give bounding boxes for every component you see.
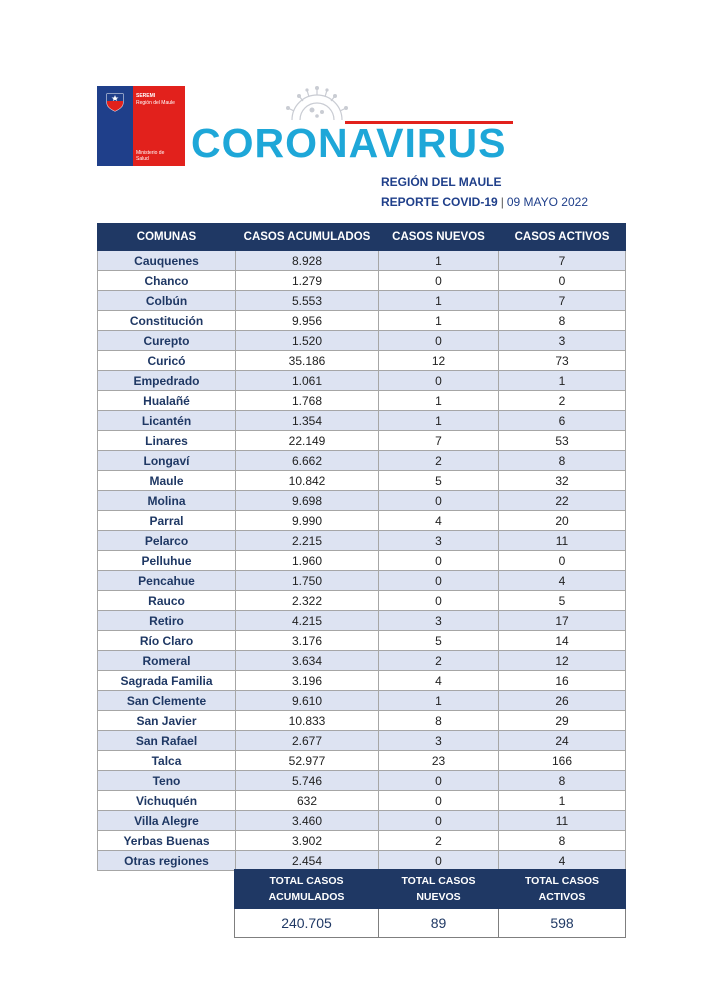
comuna-cell: Hualañé <box>98 391 236 411</box>
casos-activos-cell: 0 <box>499 551 626 571</box>
table-row <box>98 331 626 351</box>
casos-acumulados-cell: 3.902 <box>236 831 379 851</box>
table-row <box>98 751 626 771</box>
casos-activos-cell: 53 <box>499 431 626 451</box>
table-row <box>98 451 626 471</box>
casos-activos-cell: 8 <box>499 311 626 331</box>
casos-acumulados-cell: 10.842 <box>236 471 379 491</box>
casos-acumulados-cell: 9.610 <box>236 691 379 711</box>
total-activos-label-2: ACTIVOS <box>538 891 586 903</box>
casos-activos-cell: 12 <box>499 651 626 671</box>
comuna-cell: Otras regiones <box>98 851 236 871</box>
column-header-casos-nuevos: CASOS NUEVOS <box>379 224 499 251</box>
casos-nuevos-cell: 0 <box>379 551 499 571</box>
casos-activos-cell: 11 <box>499 811 626 831</box>
casos-acumulados-cell: 5.746 <box>236 771 379 791</box>
casos-nuevos-cell: 23 <box>379 751 499 771</box>
logo-text-seremi: SEREMI <box>136 93 156 99</box>
comuna-cell: Licantén <box>98 411 236 431</box>
casos-nuevos-cell: 1 <box>379 391 499 411</box>
table-row <box>98 771 626 791</box>
casos-activos-cell: 26 <box>499 691 626 711</box>
casos-nuevos-cell: 7 <box>379 431 499 451</box>
casos-acumulados-cell: 2.454 <box>236 851 379 871</box>
casos-nuevos-cell: 0 <box>379 811 499 831</box>
casos-acumulados-cell: 2.677 <box>236 731 379 751</box>
comuna-cell: Teno <box>98 771 236 791</box>
casos-activos-cell: 20 <box>499 511 626 531</box>
table-row <box>98 831 626 851</box>
casos-acumulados-cell: 35.186 <box>236 351 379 371</box>
casos-acumulados-cell: 1.750 <box>236 571 379 591</box>
comuna-cell: Constitución <box>98 311 236 331</box>
casos-activos-cell: 73 <box>499 351 626 371</box>
casos-activos-cell: 3 <box>499 331 626 351</box>
table-row <box>98 671 626 691</box>
comuna-cell: Parral <box>98 511 236 531</box>
casos-activos-cell: 7 <box>499 251 626 271</box>
report-date: 09 MAYO 2022 <box>506 195 588 209</box>
comuna-cell: Cauquenes <box>98 251 236 271</box>
casos-nuevos-cell: 8 <box>379 711 499 731</box>
casos-activos-cell: 8 <box>499 451 626 471</box>
report-separator: | <box>500 195 504 209</box>
comuna-cell: Linares <box>98 431 236 451</box>
total-activos-header <box>499 870 626 909</box>
total-acumulados-header <box>235 870 379 909</box>
report-line <box>381 195 588 209</box>
casos-nuevos-cell: 1 <box>379 311 499 331</box>
column-header-casos-acumulados: CASOS ACUMULADOS <box>236 224 379 251</box>
comuna-cell: San Rafael <box>98 731 236 751</box>
table-row <box>98 511 626 531</box>
comuna-cell: Rauco <box>98 591 236 611</box>
casos-activos-cell: 8 <box>499 831 626 851</box>
casos-acumulados-cell: 4.215 <box>236 611 379 631</box>
casos-acumulados-cell: 3.176 <box>236 631 379 651</box>
casos-acumulados-cell: 8.928 <box>236 251 379 271</box>
comuna-cell: Sagrada Familia <box>98 671 236 691</box>
table-row <box>98 311 626 331</box>
casos-activos-cell: 1 <box>499 371 626 391</box>
comuna-cell: Pelarco <box>98 531 236 551</box>
casos-activos-cell: 32 <box>499 471 626 491</box>
totals-header-row <box>235 870 626 909</box>
logo-blue-panel <box>97 86 133 166</box>
table-row <box>98 251 626 271</box>
table-row <box>98 611 626 631</box>
casos-activos-cell: 11 <box>499 531 626 551</box>
casos-acumulados-cell: 22.149 <box>236 431 379 451</box>
comuna-cell: Empedrado <box>98 371 236 391</box>
table-row <box>98 351 626 371</box>
comuna-cell: Pelluhue <box>98 551 236 571</box>
casos-activos-cell: 166 <box>499 751 626 771</box>
total-nuevos-label-2: NUEVOS <box>416 891 461 903</box>
casos-acumulados-cell: 5.553 <box>236 291 379 311</box>
casos-acumulados-cell: 1.520 <box>236 331 379 351</box>
casos-acumulados-cell: 9.698 <box>236 491 379 511</box>
casos-nuevos-cell: 0 <box>379 271 499 291</box>
table-row <box>98 271 626 291</box>
comuna-cell: Villa Alegre <box>98 811 236 831</box>
seremi-logo <box>97 86 185 166</box>
comuna-cell: Vichuquén <box>98 791 236 811</box>
casos-nuevos-cell: 5 <box>379 471 499 491</box>
casos-acumulados-cell: 3.460 <box>236 811 379 831</box>
casos-nuevos-cell: 0 <box>379 591 499 611</box>
casos-nuevos-cell: 0 <box>379 791 499 811</box>
comuna-cell: Romeral <box>98 651 236 671</box>
table-row <box>98 291 626 311</box>
casos-acumulados-cell: 10.833 <box>236 711 379 731</box>
casos-nuevos-cell: 0 <box>379 491 499 511</box>
column-header-comunas: COMUNAS <box>98 224 236 251</box>
logo-text-ministerio: Ministerio de <box>136 150 165 156</box>
table-row <box>98 791 626 811</box>
casos-nuevos-cell: 3 <box>379 611 499 631</box>
casos-acumulados-cell: 1.960 <box>236 551 379 571</box>
casos-activos-cell: 4 <box>499 571 626 591</box>
casos-acumulados-cell: 3.634 <box>236 651 379 671</box>
comuna-cell: Longaví <box>98 451 236 471</box>
total-activos-label-1: TOTAL CASOS <box>524 875 600 887</box>
casos-acumulados-cell: 1.061 <box>236 371 379 391</box>
casos-activos-cell: 8 <box>499 771 626 791</box>
region-label: REGIÓN DEL MAULE <box>381 175 502 189</box>
table-row <box>98 731 626 751</box>
casos-acumulados-cell: 1.279 <box>236 271 379 291</box>
casos-nuevos-cell: 2 <box>379 831 499 851</box>
casos-nuevos-cell: 0 <box>379 571 499 591</box>
casos-acumulados-cell: 9.956 <box>236 311 379 331</box>
casos-acumulados-cell: 632 <box>236 791 379 811</box>
casos-activos-cell: 7 <box>499 291 626 311</box>
comuna-cell: Curicó <box>98 351 236 371</box>
table-row <box>98 591 626 611</box>
casos-activos-cell: 24 <box>499 731 626 751</box>
comuna-cell: Colbún <box>98 291 236 311</box>
logo-text-region: Región del Maule <box>136 100 175 106</box>
comuna-cell: Pencahue <box>98 571 236 591</box>
casos-nuevos-cell: 4 <box>379 511 499 531</box>
casos-activos-cell: 1 <box>499 791 626 811</box>
report-label: REPORTE COVID-19 <box>381 195 498 209</box>
casos-nuevos-cell: 1 <box>379 251 499 271</box>
casos-nuevos-cell: 0 <box>379 851 499 871</box>
table-row <box>98 711 626 731</box>
table-row <box>98 551 626 571</box>
comuna-cell: San Javier <box>98 711 236 731</box>
casos-nuevos-cell: 3 <box>379 731 499 751</box>
casos-nuevos-cell: 1 <box>379 291 499 311</box>
casos-acumulados-cell: 3.196 <box>236 671 379 691</box>
table-row <box>98 811 626 831</box>
comuna-cell: Río Claro <box>98 631 236 651</box>
total-activos-value: 598 <box>499 909 626 938</box>
logo-red-panel <box>133 86 185 166</box>
table-row <box>98 571 626 591</box>
table-row <box>98 411 626 431</box>
casos-activos-cell: 22 <box>499 491 626 511</box>
casos-activos-cell: 17 <box>499 611 626 631</box>
casos-nuevos-cell: 2 <box>379 651 499 671</box>
casos-acumulados-cell: 1.354 <box>236 411 379 431</box>
table-row <box>98 391 626 411</box>
casos-activos-cell: 4 <box>499 851 626 871</box>
table-row <box>98 651 626 671</box>
casos-nuevos-cell: 0 <box>379 371 499 391</box>
casos-nuevos-cell: 12 <box>379 351 499 371</box>
table-row <box>98 431 626 451</box>
casos-acumulados-cell: 2.322 <box>236 591 379 611</box>
comuna-cell: Maule <box>98 471 236 491</box>
table-row <box>98 691 626 711</box>
table-row <box>98 851 626 871</box>
casos-activos-cell: 5 <box>499 591 626 611</box>
total-nuevos-value: 89 <box>379 909 499 938</box>
casos-activos-cell: 16 <box>499 671 626 691</box>
total-nuevos-header <box>379 870 499 909</box>
total-acumulados-label-1: TOTAL CASOS <box>269 875 344 887</box>
comuna-cell: Curepto <box>98 331 236 351</box>
casos-activos-cell: 14 <box>499 631 626 651</box>
casos-acumulados-cell: 1.768 <box>236 391 379 411</box>
total-acumulados-label-2: ACUMULADOS <box>268 891 345 903</box>
table-row <box>98 531 626 551</box>
total-acumulados-value: 240.705 <box>235 909 379 938</box>
casos-nuevos-cell: 0 <box>379 771 499 791</box>
page-title: CORONAVIRUS <box>191 120 507 166</box>
casos-nuevos-cell: 1 <box>379 411 499 431</box>
comuna-cell: Talca <box>98 751 236 771</box>
casos-nuevos-cell: 5 <box>379 631 499 651</box>
comuna-cell: Retiro <box>98 611 236 631</box>
shield-icon <box>106 92 124 112</box>
comuna-cell: Chanco <box>98 271 236 291</box>
logo-text-salud: Salud <box>136 156 149 162</box>
casos-nuevos-cell: 3 <box>379 531 499 551</box>
table-header-row <box>98 224 626 251</box>
covid-cases-table <box>97 223 626 871</box>
virus-icon <box>282 86 352 120</box>
casos-nuevos-cell: 4 <box>379 671 499 691</box>
casos-acumulados-cell: 6.662 <box>236 451 379 471</box>
total-nuevos-label-1: TOTAL CASOS <box>401 875 476 887</box>
table-row <box>98 631 626 651</box>
table-row <box>98 491 626 511</box>
comuna-cell: Molina <box>98 491 236 511</box>
comuna-cell: San Clemente <box>98 691 236 711</box>
casos-acumulados-cell: 52.977 <box>236 751 379 771</box>
table-row <box>98 471 626 491</box>
table-row <box>98 371 626 391</box>
casos-nuevos-cell: 0 <box>379 331 499 351</box>
casos-activos-cell: 2 <box>499 391 626 411</box>
casos-nuevos-cell: 2 <box>379 451 499 471</box>
totals-table <box>234 869 626 938</box>
casos-nuevos-cell: 1 <box>379 691 499 711</box>
casos-acumulados-cell: 2.215 <box>236 531 379 551</box>
casos-activos-cell: 29 <box>499 711 626 731</box>
casos-acumulados-cell: 9.990 <box>236 511 379 531</box>
totals-value-row <box>235 909 626 938</box>
casos-activos-cell: 6 <box>499 411 626 431</box>
casos-activos-cell: 0 <box>499 271 626 291</box>
table-body <box>98 251 626 871</box>
comuna-cell: Yerbas Buenas <box>98 831 236 851</box>
column-header-casos-activos: CASOS ACTIVOS <box>499 224 626 251</box>
